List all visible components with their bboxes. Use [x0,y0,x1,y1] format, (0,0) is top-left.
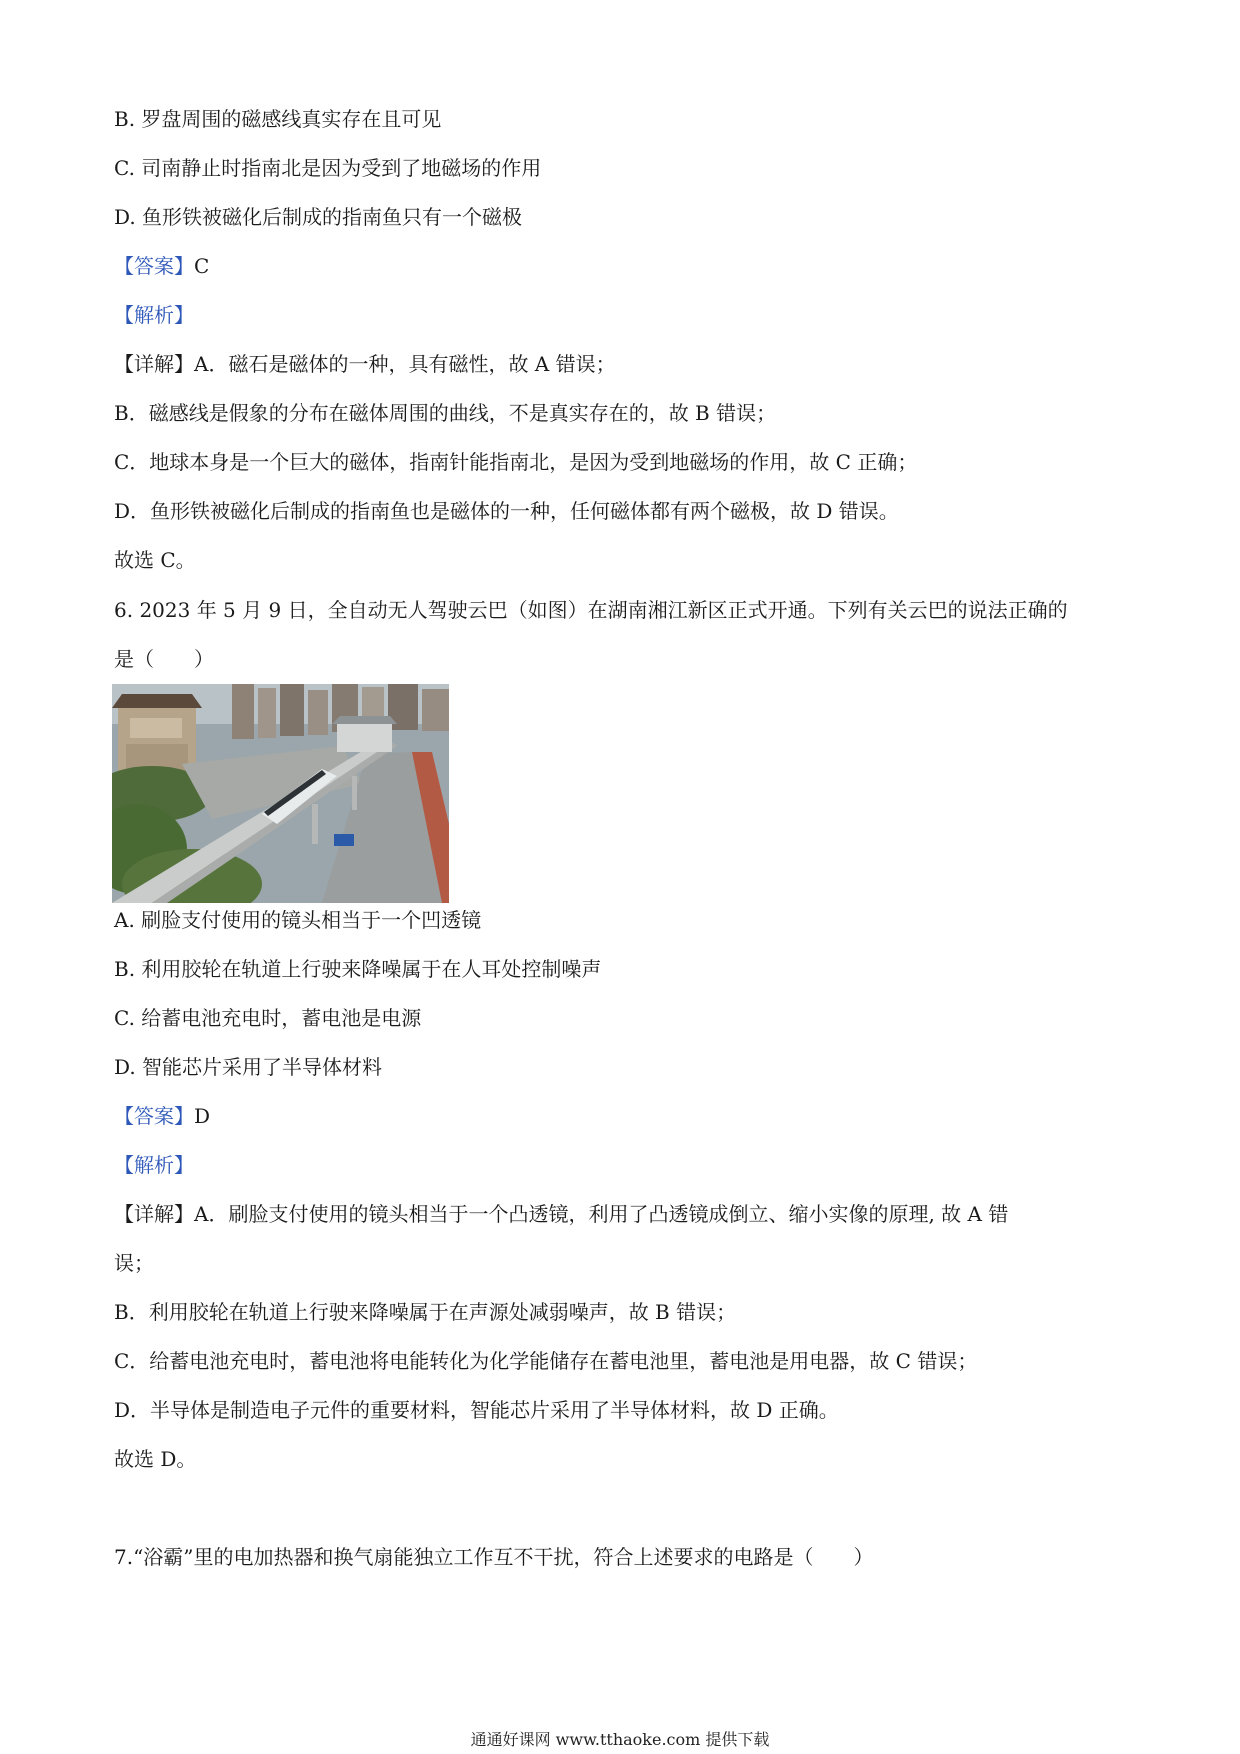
q6-detail-d: D．半导体是制造电子元件的重要材料，智能芯片采用了半导体材料，故 D 正确。 [114,1398,839,1422]
page-footer: 通通好课网 www.tthaoke.com 提供下载 [470,1730,770,1749]
q5-detail-c: C．地球本身是一个巨大的磁体，指南针能指南北，是因为受到地磁场的作用，故 C 正确； [114,450,918,474]
q5-detail-d: D．鱼形铁被磁化后制成的指南鱼也是磁体的一种，任何磁体都有两个磁极，故 D 错误。 [114,499,899,523]
q5-detail-a [114,350,616,378]
q6-option-c: C. 给蓄电池充电时，蓄电池是电源 [114,1006,422,1030]
q6-analysis-tag: 【解析】 [114,1153,194,1177]
q6-detail-c: C．给蓄电池充电时，蓄电池将电能转化为化学能储存在蓄电池里，蓄电池是用电器，故 C 错误； [114,1349,978,1373]
q6-detail-a-text: A．刷脸支付使用的镜头相当于一个凸透镜，利用了凸透镜成倒立、缩小实像的原理, 故 A 错 [194,1202,1009,1226]
q7-stem: 7.“浴霸”里的电加热器和换气扇能独立工作互不干扰，符合上述要求的电路是（ ） [114,1545,874,1569]
q5-detail-b: B．磁感线是假象的分布在磁体周围的曲线，不是真实存在的，故 B 错误； [114,401,777,425]
q6-conclusion: 故选 D。 [114,1447,197,1471]
q5-answer-value: C [194,254,210,278]
cloud-bus-photo [112,684,449,903]
q6-option-d: D. 智能芯片采用了半导体材料 [114,1055,383,1079]
q5-answer-tag: 【答案】 [114,254,194,278]
q6-option-a: A. 刷脸支付使用的镜头相当于一个凹透镜 [114,908,482,932]
q6-detail-tag: 【详解】 [114,1202,194,1226]
q5-detail-tag: 【详解】 [114,352,194,376]
q6-option-b: B. 利用胶轮在轨道上行驶来降噪属于在人耳处控制噪声 [114,957,602,981]
q5-answer [114,252,209,280]
q5-detail-a-text: A．磁石是磁体的一种，具有磁性，故 A 错误； [194,352,616,376]
q6-answer-tag: 【答案】 [114,1104,194,1128]
q5-conclusion: 故选 C。 [114,548,196,572]
q6-answer-value: D [194,1104,211,1128]
q6-answer [114,1102,210,1130]
q5-option-c: C. 司南静止时指南北是因为受到了地磁场的作用 [114,156,542,180]
q6-detail-a-line2: 误； [114,1251,154,1275]
q5-analysis-tag: 【解析】 [114,303,194,327]
q6-stem-line1: 6. 2023 年 5 月 9 日，全自动无人驾驶云巴（如图）在湖南湘江新区正式开通。下列有关云巴的说法正确的 [114,598,1068,622]
q5-option-b: B. 罗盘周围的磁感线真实存在且可见 [114,107,442,131]
q6-detail-a-line1 [114,1200,1008,1228]
q5-option-d: D. 鱼形铁被磁化后制成的指南鱼只有一个磁极 [114,205,523,229]
q6-stem-line2: 是（ ） [114,647,214,671]
q6-detail-b: B．利用胶轮在轨道上行驶来降噪属于在声源处减弱噪声，故 B 错误； [114,1300,737,1324]
